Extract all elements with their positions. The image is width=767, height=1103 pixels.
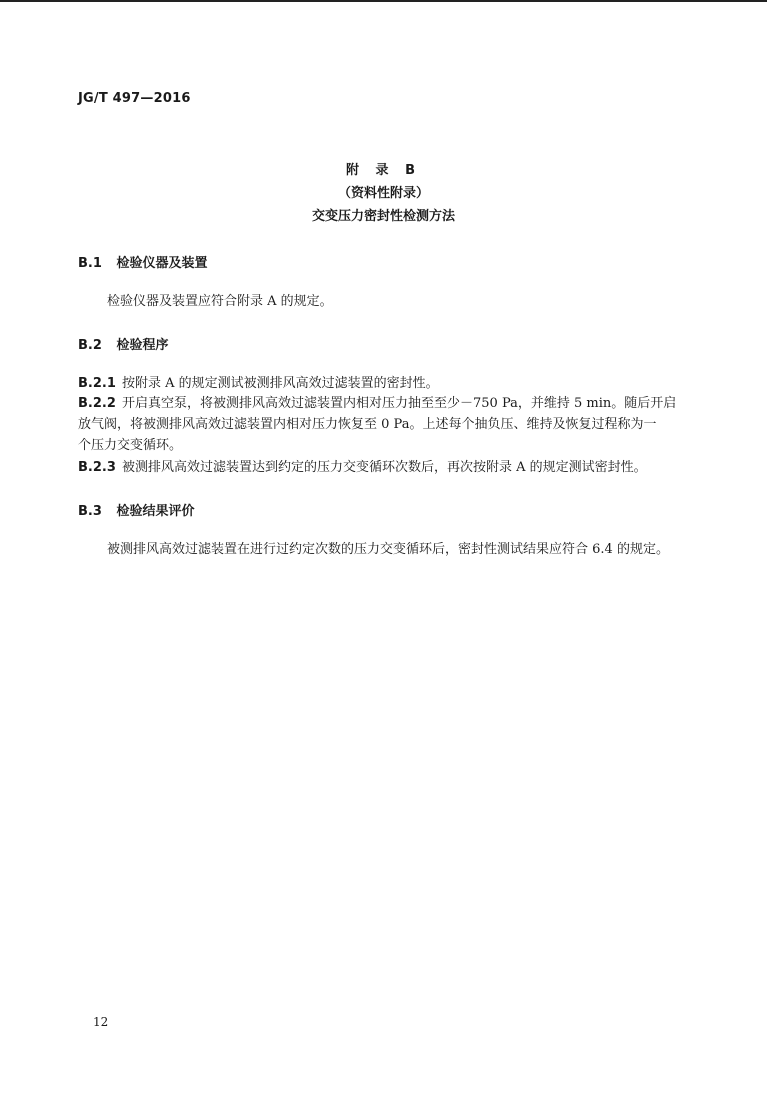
appendix-title: 附 录 B xyxy=(346,163,421,178)
section-title: 检验仪器及装置 xyxy=(116,256,208,271)
section-number: B.1 xyxy=(78,256,102,271)
section-b3-text: 被测排风高效过滤装置在进行过约定次数的压力交变循环后，密封性测试结果应符合 6.4 的规定。 xyxy=(107,542,669,557)
section-number: B.2 xyxy=(78,338,102,353)
clause-text: 开启真空泵，将被测排风高效过滤装置内相对压力抽至至少－750 Pa，并维持 5 min。随后开启 xyxy=(122,396,677,411)
section-number: B.3 xyxy=(78,504,102,519)
page-number: 12 xyxy=(93,1015,109,1029)
clause-text: 被测排风高效过滤装置达到约定的压力交变循环次数后，再次按附录 A 的规定测试密封性。 xyxy=(122,460,647,475)
clause-b21 xyxy=(78,374,439,393)
clause-b22-line2: 放气阀，将被测排风高效过滤装置内相对压力恢复至 0 Pa。上述每个抽负压、维持及恢复过程称为一 xyxy=(78,417,657,432)
appendix-nature: （资料性附录） xyxy=(337,186,429,201)
section-heading-b3 xyxy=(78,500,195,519)
clause-b22-line1 xyxy=(78,394,676,413)
clause-number: B.2.2 xyxy=(78,396,116,411)
clause-b22-line3: 个压力交变循环。 xyxy=(78,438,183,453)
section-title: 检验程序 xyxy=(116,338,169,353)
standard-code: JG/T 497—2016 xyxy=(78,91,191,106)
section-b1-text: 检验仪器及装置应符合附录 A 的规定。 xyxy=(107,294,333,309)
clause-b23 xyxy=(78,458,647,477)
section-heading-b2 xyxy=(78,334,169,353)
clause-number: B.2.1 xyxy=(78,376,116,391)
section-heading-b1 xyxy=(78,252,208,271)
top-border-line xyxy=(0,0,767,2)
clause-text: 按附录 A 的规定测试被测排风高效过滤装置的密封性。 xyxy=(122,376,439,391)
clause-number: B.2.3 xyxy=(78,460,116,475)
appendix-name: 交变压力密封性检测方法 xyxy=(311,209,455,224)
section-title: 检验结果评价 xyxy=(116,504,195,519)
